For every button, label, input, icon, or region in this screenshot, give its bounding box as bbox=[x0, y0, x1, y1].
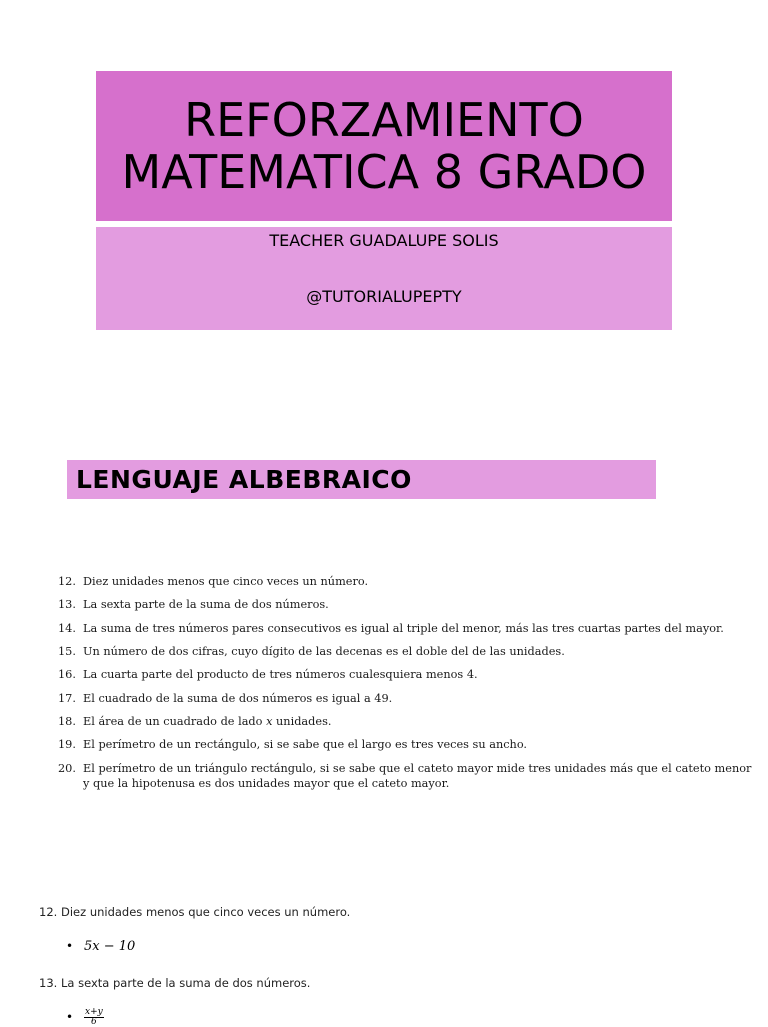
problem-text: La cuarta parte del producto de tres números cualesquiera menos 4. bbox=[83, 668, 478, 681]
problem-item bbox=[58, 644, 565, 659]
problem-item bbox=[58, 621, 724, 636]
bullet-dot: • bbox=[66, 1010, 74, 1024]
problem-item bbox=[58, 597, 329, 612]
problem-item bbox=[58, 667, 478, 682]
social-handle: @TUTORIALUPEPTY bbox=[306, 287, 462, 306]
answer-number: 12. bbox=[39, 905, 58, 919]
answer-question: Diez unidades menos que cinco veces un número. bbox=[61, 905, 351, 919]
problem-number: 13. bbox=[58, 598, 76, 611]
section-title: LENGUAJE ALBEBRAICO bbox=[76, 465, 412, 494]
fraction-denominator: 6 bbox=[90, 1017, 97, 1027]
answer-number: 13. bbox=[39, 976, 58, 990]
problem-number: 19. bbox=[58, 738, 76, 751]
problem-number: 15. bbox=[58, 645, 76, 658]
problem-number: 12. bbox=[58, 575, 76, 588]
problem-number: 16. bbox=[58, 668, 76, 681]
answer-bullet bbox=[66, 939, 135, 954]
problem-number: 14. bbox=[58, 622, 76, 635]
problem-item bbox=[58, 761, 751, 791]
answer-question: La sexta parte de la suma de dos números. bbox=[61, 976, 311, 990]
problem-text: Un número de dos cifras, cuyo dígito de las decenas es el doble del de las unidades. bbox=[83, 645, 565, 658]
subtitle-banner bbox=[96, 227, 672, 330]
problem-text: El perímetro de un triángulo rectángulo, si se sabe que el cateto mayor mide tres unidades más que el cateto menor bbox=[83, 762, 752, 775]
teacher-name: TEACHER GUADALUPE SOLIS bbox=[269, 231, 499, 250]
problem-text-continued: y que la hipotenusa es dos unidades mayor que el cateto mayor. bbox=[83, 777, 450, 790]
fraction-numerator: x+y bbox=[85, 1007, 103, 1017]
problem-number: 20. bbox=[58, 762, 76, 775]
problem-text: La suma de tres números pares consecutivos es igual al triple del menor, más las tres cuartas partes del mayor. bbox=[83, 622, 724, 635]
section-header bbox=[67, 460, 656, 499]
problem-number: 18. bbox=[58, 715, 76, 728]
title-line-1: REFORZAMIENTO bbox=[184, 93, 584, 147]
bullet-dot: • bbox=[66, 939, 74, 953]
problem-number: 17. bbox=[58, 692, 76, 705]
problem-item bbox=[58, 691, 392, 706]
variable-x: x bbox=[266, 715, 273, 728]
problem-text-after: unidades. bbox=[272, 715, 332, 728]
problem-text-before: El área de un cuadrado de lado bbox=[83, 715, 267, 728]
title-line-2: MATEMATICA 8 GRADO bbox=[121, 145, 647, 199]
problem-text: El cuadrado de la suma de dos números es igual a 49. bbox=[83, 692, 393, 705]
problem-item bbox=[58, 574, 368, 589]
answer-item bbox=[39, 905, 350, 919]
answer-fraction bbox=[84, 1008, 104, 1027]
problem-text: El perímetro de un rectángulo, si se sabe que el largo es tres veces su ancho. bbox=[83, 738, 528, 751]
answer-expression: 5x − 10 bbox=[84, 939, 136, 954]
problem-text: Diez unidades menos que cinco veces un número. bbox=[83, 575, 369, 588]
answer-bullet bbox=[66, 1008, 104, 1027]
title-banner bbox=[96, 71, 672, 221]
answer-item bbox=[39, 976, 310, 990]
problem-item bbox=[58, 737, 527, 752]
problem-item bbox=[58, 714, 331, 729]
problem-text: La sexta parte de la suma de dos números. bbox=[83, 598, 329, 611]
